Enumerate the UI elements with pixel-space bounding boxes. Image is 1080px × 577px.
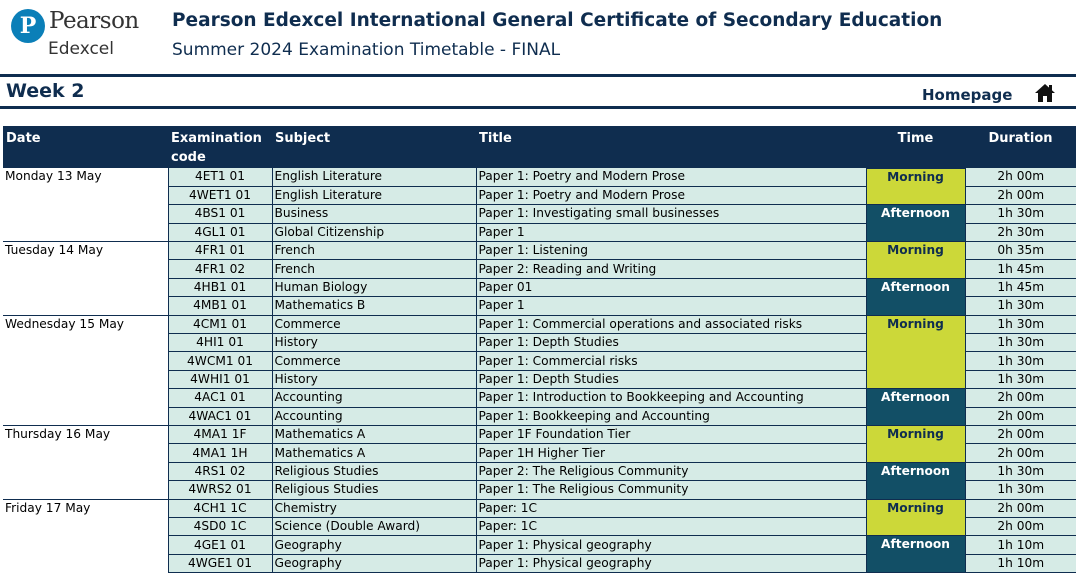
exam-duration: 1h 30m [965,370,1076,388]
exam-subject: History [272,334,476,352]
timetable-body [3,168,1076,573]
col-header-title: Title [476,126,866,168]
week-heading: Week 2 [6,80,85,102]
exam-duration: 2h 00m [965,425,1076,443]
exam-date: Tuesday 14 May [3,242,168,316]
exam-title: Paper 1: Commercial risks [476,352,866,370]
exam-title: Paper 1: Investigating small businesses [476,205,866,223]
exam-title: Paper 2: The Religious Community [476,462,866,480]
exam-subject: Human Biology [272,278,476,296]
exam-code: 4MA1 1F [168,425,272,443]
exam-code: 4MA1 1H [168,444,272,462]
exam-title: Paper 1H Higher Tier [476,444,866,462]
exam-code: 4HB1 01 [168,278,272,296]
session-time: Morning [866,499,965,536]
exam-duration: 2h 30m [965,223,1076,241]
home-icon[interactable] [1034,83,1056,103]
exam-duration: 2h 00m [965,186,1076,204]
exam-duration: 1h 10m [965,536,1076,554]
session-time: Afternoon [866,205,965,242]
exam-subject: Commerce [272,315,476,333]
page-header [0,0,1080,72]
page-subtitle: Summer 2024 Examination Timetable - FINAL [172,40,561,60]
exam-title: Paper 1: Commercial operations and associated risks [476,315,866,333]
exam-title: Paper 2: Reading and Writing [476,260,866,278]
exam-duration: 2h 00m [965,407,1076,425]
exam-duration: 1h 30m [965,297,1076,315]
exam-title: Paper 1: Listening [476,242,866,260]
exam-duration: 1h 45m [965,260,1076,278]
exam-code: 4SD0 1C [168,517,272,535]
exam-date: Thursday 16 May [3,425,168,499]
exam-duration: 1h 30m [965,205,1076,223]
session-time: Afternoon [866,536,965,573]
session-time: Morning [866,168,965,205]
table-row [3,168,1076,186]
exam-duration: 1h 10m [965,554,1076,572]
exam-duration: 0h 35m [965,242,1076,260]
exam-subject: Mathematics B [272,297,476,315]
table-row [3,315,1076,333]
exam-title: Paper 1: The Religious Community [476,481,866,499]
exam-duration: 1h 30m [965,462,1076,480]
exam-duration: 1h 30m [965,334,1076,352]
exam-subject: Chemistry [272,499,476,517]
exam-subject: Business [272,205,476,223]
timetable-header-row [3,126,1076,168]
exam-subject: English Literature [272,168,476,186]
exam-title: Paper 1F Foundation Tier [476,425,866,443]
exam-date: Wednesday 15 May [3,315,168,425]
timetable [3,126,1076,573]
exam-title: Paper 1 [476,223,866,241]
exam-subject: Accounting [272,389,476,407]
page-title: Pearson Edexcel International General Certificate of Secondary Education [172,10,943,31]
exam-title: Paper 01 [476,278,866,296]
exam-title: Paper: 1C [476,517,866,535]
exam-duration: 1h 30m [965,315,1076,333]
session-time: Morning [866,315,965,389]
exam-duration: 2h 00m [965,168,1076,186]
exam-title: Paper 1: Depth Studies [476,370,866,388]
session-time: Morning [866,242,965,279]
exam-title: Paper 1: Physical geography [476,554,866,572]
exam-title: Paper 1: Poetry and Modern Prose [476,168,866,186]
exam-duration: 1h 30m [965,481,1076,499]
exam-code: 4HI1 01 [168,334,272,352]
session-time: Afternoon [866,462,965,499]
exam-subject: Global Citizenship [272,223,476,241]
exam-subject: Accounting [272,407,476,425]
exam-code: 4MB1 01 [168,297,272,315]
pearson-logo-icon: P [11,9,45,43]
exam-code: 4FR1 01 [168,242,272,260]
table-row [3,242,1076,260]
exam-subject: History [272,370,476,388]
exam-subject: Religious Studies [272,481,476,499]
exam-title: Paper 1: Poetry and Modern Prose [476,186,866,204]
session-time: Morning [866,425,965,462]
exam-code: 4GL1 01 [168,223,272,241]
session-time: Afternoon [866,278,965,315]
exam-date: Friday 17 May [3,499,168,573]
exam-duration: 2h 00m [965,444,1076,462]
exam-code: 4WRS2 01 [168,481,272,499]
exam-code: 4ET1 01 [168,168,272,186]
logo-wordmark-pearson: Pearson [49,8,139,34]
exam-subject: Mathematics A [272,425,476,443]
exam-code: 4WHI1 01 [168,370,272,388]
exam-duration: 2h 00m [965,389,1076,407]
col-header-date: Date [3,126,168,168]
col-header-code: Examination code [168,126,272,168]
exam-code: 4CH1 1C [168,499,272,517]
exam-duration: 2h 00m [965,499,1076,517]
table-row [3,425,1076,443]
exam-title: Paper: 1C [476,499,866,517]
col-header-time: Time [866,126,965,168]
exam-subject: Science (Double Award) [272,517,476,535]
exam-subject: Religious Studies [272,462,476,480]
exam-code: 4RS1 02 [168,462,272,480]
logo-wordmark-edexcel: Edexcel [48,39,114,59]
table-row [3,499,1076,517]
exam-subject: Mathematics A [272,444,476,462]
exam-duration: 1h 45m [965,278,1076,296]
exam-title: Paper 1 [476,297,866,315]
session-time: Afternoon [866,389,965,426]
exam-code: 4BS1 01 [168,205,272,223]
exam-code: 4FR1 02 [168,260,272,278]
exam-date: Monday 13 May [3,168,168,242]
exam-duration: 2h 00m [965,517,1076,535]
exam-subject: Commerce [272,352,476,370]
exam-subject: French [272,242,476,260]
homepage-link[interactable]: Homepage [922,86,1013,104]
exam-code: 4CM1 01 [168,315,272,333]
exam-title: Paper 1: Physical geography [476,536,866,554]
exam-subject: English Literature [272,186,476,204]
exam-code: 4WET1 01 [168,186,272,204]
col-header-duration: Duration [965,126,1076,168]
exam-code: 4AC1 01 [168,389,272,407]
exam-code: 4WCM1 01 [168,352,272,370]
col-header-subject: Subject [272,126,476,168]
exam-title: Paper 1: Introduction to Bookkeeping and Accounting [476,389,866,407]
exam-duration: 1h 30m [965,352,1076,370]
exam-subject: Geography [272,554,476,572]
exam-code: 4WGE1 01 [168,554,272,572]
exam-subject: Geography [272,536,476,554]
exam-code: 4GE1 01 [168,536,272,554]
exam-title: Paper 1: Bookkeeping and Accounting [476,407,866,425]
divider-bottom [0,106,1076,109]
exam-title: Paper 1: Depth Studies [476,334,866,352]
divider-top [0,74,1076,77]
exam-subject: French [272,260,476,278]
exam-code: 4WAC1 01 [168,407,272,425]
